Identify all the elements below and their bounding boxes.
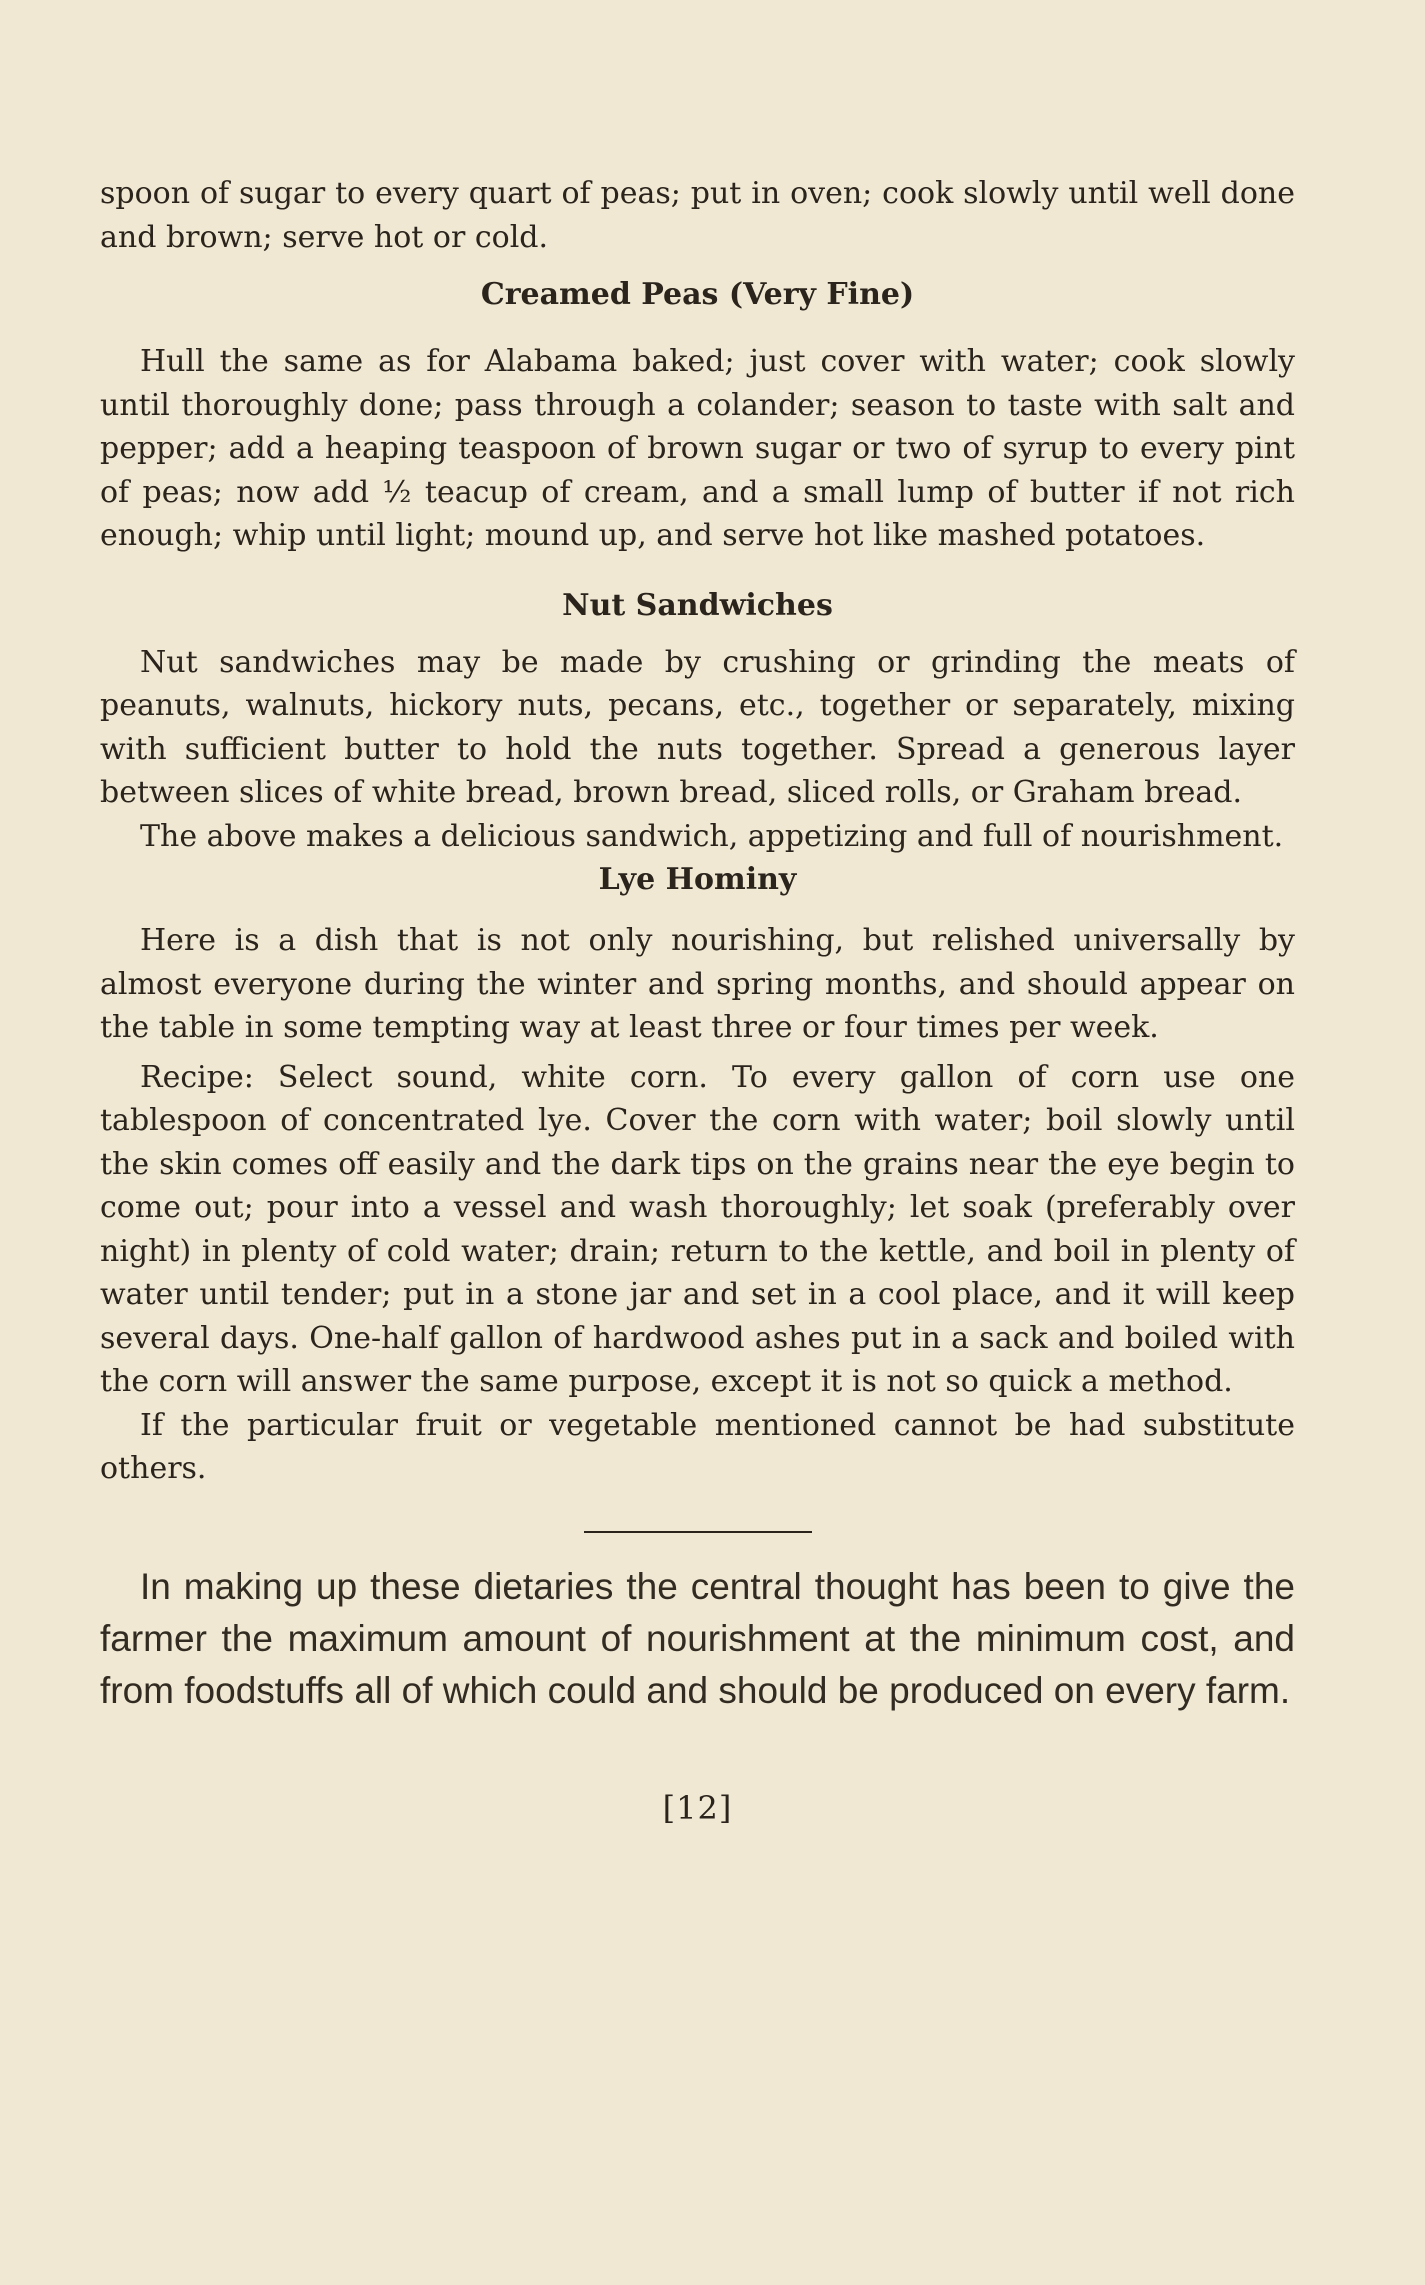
closing-paragraph: In making up these dietaries the central thought has been to give the farmer the maximum amount of nourishment at the minimum cost, and from foodstuffs all of which could and should be produced on every farm. (100, 1565, 1295, 1711)
intro-paragraph: spoon of sugar to every quart of peas; put in oven; cook slowly until well done and brown; serve hot or cold. (100, 176, 1295, 255)
section-divider-rule (584, 1531, 812, 1533)
section-title-creamed-peas: Creamed Peas (Very Fine) (480, 277, 915, 312)
section-title-lye-hominy: Lye Hominy (598, 862, 797, 897)
creamed-peas-paragraph: Hull the same as for Alabama baked; just cover with water; cook slowly until thoroughly done; pass through a colander; season to taste with salt and pepper; add a heaping teaspoon of brown sugar or two of syrup to every pint of peas; now add ½ teacup of cream, and a small lump of butter if not rich enough; whip until light; mound up, and serve hot like mashed potatoes. (100, 344, 1295, 553)
lye-hominy-recipe-paragraph: Recipe: Select sound, white corn. To every gallon of corn use one tablespoon of concentrated lye. Cover the corn with water; boil slowly until the skin comes off easily and the dark tips on the grains near the eye begin to come out; pour into a vessel and wash thoroughly; let soak (preferably over night) in plenty of cold water; drain; return to the kettle, and boil in plenty of water until tender; put in a stone jar and set in a cool place, and it will keep several days. One-half gallon of hardwood ashes put in a sack and boiled with the corn will answer the same purpose, except it is not so quick a method. (100, 1059, 1295, 1399)
nut-sandwiches-paragraph-2: The above makes a delicious sandwich, appetizing and full of nourishment. (140, 818, 1284, 854)
nut-sandwiches-paragraph-1: Nut sandwiches may be made by crushing or grinding the meats of peanuts, walnuts, hickory nuts, pecans, etc., together or separately, mixing with sufficient butter to hold the nuts together. Spread a generous layer between slices of white bread, brown bread, sliced rolls, or Graham bread. (100, 644, 1295, 810)
page-number: [12] (662, 1788, 733, 1827)
closing-statement (100, 1561, 1295, 1717)
substitution-note-paragraph: If the particular fruit or vegetable mentioned cannot be had substitute others. (100, 1407, 1295, 1486)
lye-hominy-paragraph-1: Here is a dish that is not only nourishing, but relished universally by almost everyone during the winter and spring months, and should appear on the table in some tempting way at least three or four times per week. (100, 923, 1295, 1045)
section-title-nut-sandwiches: Nut Sandwiches (562, 587, 833, 623)
